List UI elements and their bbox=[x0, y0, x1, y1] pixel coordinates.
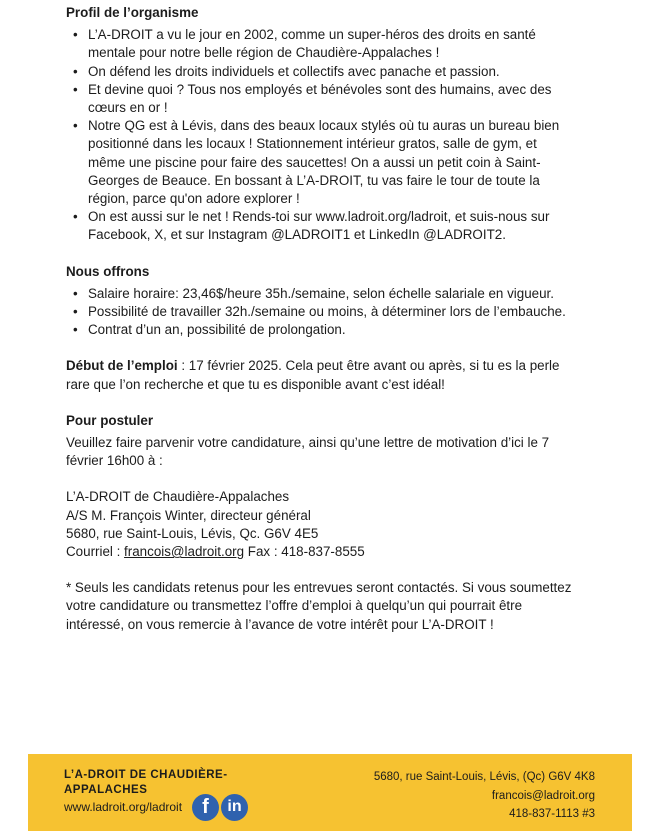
list-item: • L’A-DROIT a vu le jour en 2002, comme un super-héros des droits en santé mentale pour notre belle région de Chaudière-Appalaches ! bbox=[88, 26, 606, 62]
footer-band bbox=[28, 754, 632, 831]
list-item: • Et devine quoi ? Tous nos employés et bénévoles sont des humains, avec des cœurs en or ! bbox=[88, 81, 606, 117]
linkedin-icon[interactable]: in bbox=[221, 794, 248, 821]
start-date-label: Début de l’emploi bbox=[66, 358, 178, 374]
start-date-paragraph: Début de l’emploi : 17 février 2025. Cela peut être avant ou après, si tu es la perle rare que l’on recherche et que tu es disponible avant c’est idéal! bbox=[66, 358, 560, 392]
document-body bbox=[66, 4, 606, 634]
footer-phone: 418-837-1113 #3 bbox=[509, 808, 595, 820]
list-item: • Contrat d’un an, possibilité de prolongation. bbox=[88, 321, 606, 339]
mailing-address: L’A-DROIT de Chaudière-Appalaches A/S M. François Winter, directeur général 5680, rue Saint-Louis, Lévis, Qc. G6V 4E5 Courriel : francois@ladroit.org Fax : 418-837-8555 bbox=[66, 489, 365, 560]
list-item: • On est aussi sur le net ! Rends-toi sur www.ladroit.org/ladroit, et suis-nous sur Facebook, X, et sur Instagram @LADROIT1 et LinkedIn @LADROIT2. bbox=[88, 208, 606, 244]
list-item: • Salaire horaire: 23,46$/heure 35h./semaine, selon échelle salariale en vigueur. bbox=[88, 285, 606, 303]
offer-list bbox=[66, 285, 606, 340]
footer-contact bbox=[374, 768, 595, 824]
facebook-icon[interactable]: f bbox=[192, 794, 219, 821]
email-link[interactable]: francois@ladroit.org bbox=[124, 544, 245, 560]
footer-website[interactable]: www.ladroit.org/ladroit bbox=[64, 800, 183, 814]
list-item: • On défend les droits individuels et collectifs avec panache et passion. bbox=[88, 63, 606, 81]
profile-heading: Profil de l’organisme bbox=[66, 5, 199, 20]
footer-address: 5680, rue Saint-Louis, Lévis, (Qc) G6V 4K8 bbox=[373, 771, 595, 783]
apply-intro: Veuillez faire parvenir votre candidature, ainsi qu’une lettre de motivation d’ici le 7 février 16h00 à : bbox=[66, 435, 550, 469]
footer-email[interactable]: francois@ladroit.org bbox=[491, 789, 595, 802]
list-item: • Notre QG est à Lévis, dans des beaux locaux stylés où tu auras un bureau bien positionné dans les locaux ! Stationnement intérieur gratos, salle de gym, et même une piscine pour faire des saucettes! On a aussi un petit coin à Saint- Georges de Beauce. En bossant à L’A-DROIT, tu vas faire le tour de toute la région, parce qu'on adore explorer ! bbox=[88, 117, 606, 208]
social-icons bbox=[192, 794, 248, 821]
profile-list bbox=[66, 26, 606, 244]
footer-org-name: L’A-DROIT DE CHAUDIÈRE- APPALACHES bbox=[64, 769, 228, 796]
footnote: * Seuls les candidats retenus pour les entrevues seront contactés. Si vous soumettez votre candidature ou transmettez l’offre d’emploi à quelqu’un qui pourrait être intéressé, on vous remercie à l’avance de votre intérêt pour L’A-DROIT ! bbox=[66, 580, 572, 632]
list-item: • Possibilité de travailler 32h./semaine ou moins, à déterminer lors de l’embauche. bbox=[88, 303, 606, 321]
offer-heading: Nous offrons bbox=[66, 263, 150, 279]
apply-heading: Pour postuler bbox=[66, 412, 154, 428]
